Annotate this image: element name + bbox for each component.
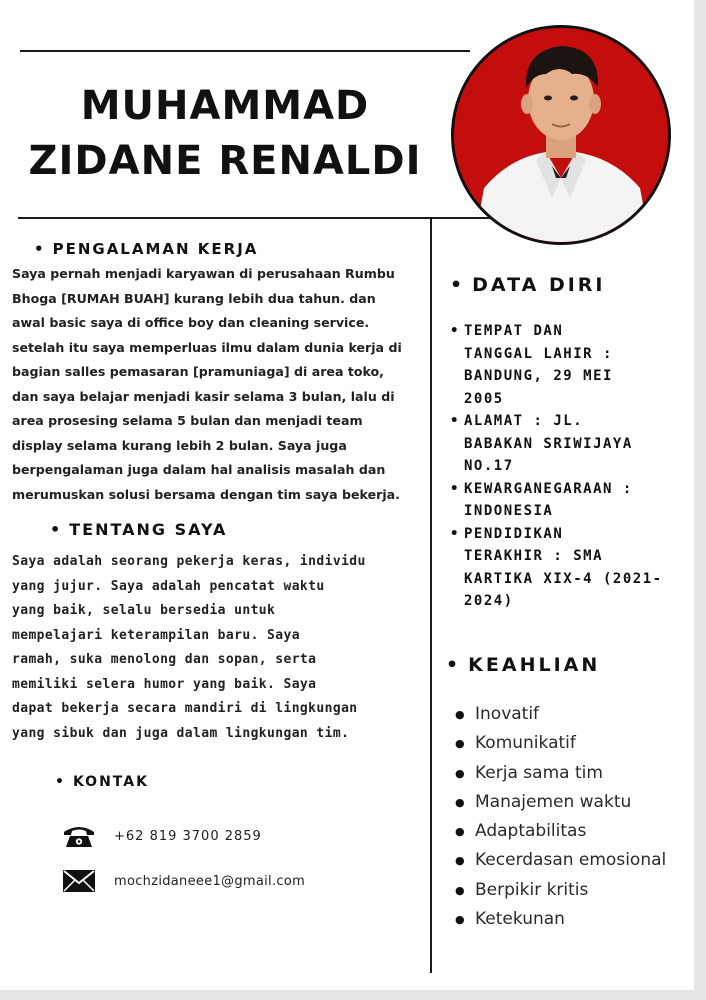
personal-heading: • DATA DIRI bbox=[450, 274, 606, 296]
skill-item: ● Inovatif bbox=[455, 700, 666, 729]
skill-item: ● Ketekunan bbox=[455, 905, 666, 934]
skill-item: ● Berpikir kritis bbox=[455, 876, 666, 905]
about-line: ramah, suka menolong dan sopan, serta bbox=[12, 652, 317, 667]
address-info: • ALAMAT : JL. BABAKAN SRIWIJAYA NO.17 bbox=[450, 410, 690, 478]
about-line: Saya adalah seorang pekerja keras, individu bbox=[12, 554, 366, 569]
birth-info: • TEMPAT DAN TANGGAL LAHIR : BANDUNG, 29 MEI 2005 bbox=[450, 320, 690, 410]
experience-line: berpengalaman juga dalam hal analisis masalah dan bbox=[12, 462, 386, 477]
about-text bbox=[12, 550, 427, 746]
experience-line: Bhoga [RUMAH BUAH] kurang lebih dua tahun. dan bbox=[12, 290, 376, 306]
column-divider bbox=[430, 218, 432, 973]
skill-item: ● Kecerdasan emosional bbox=[455, 846, 666, 875]
skills-heading: • KEAHLIAN bbox=[446, 654, 601, 676]
about-line: mempelajari keterampilan baru. Saya bbox=[12, 627, 300, 643]
contact-phone-row bbox=[62, 823, 262, 849]
citizenship-info: • KEWARGANEGARAAN : INDONESIA bbox=[450, 478, 690, 523]
experience-line: bagian salles pemasaran [pramuniaga] di area toko, bbox=[12, 364, 384, 379]
envelope-icon bbox=[62, 868, 96, 894]
personal-data-list bbox=[450, 320, 690, 613]
contact-email-row bbox=[62, 868, 305, 894]
experience-line: dan saya belajar menjadi kasir selama 3 bulan, lalu di bbox=[12, 388, 395, 404]
experience-line: display selama kurang lebih 2 bulan. Saya juga bbox=[12, 437, 347, 453]
education-info: • PENDIDIKAN TERAKHIR : SMA KARTIKA XIX-4 (2021- 2024) bbox=[450, 523, 690, 613]
about-line: memiliki selera humor yang baik. Saya bbox=[12, 676, 317, 692]
about-line: yang jujur. Saya adalah pencatat waktu bbox=[12, 578, 325, 594]
about-line: yang baik, selalu bersedia untuk bbox=[12, 603, 276, 618]
experience-line: awal basic saya di office boy dan cleaning service. bbox=[12, 315, 370, 330]
name-line-1: MUHAMMAD bbox=[80, 83, 370, 129]
about-line: yang sibuk dan juga dalam lingkungan tim. bbox=[12, 725, 350, 741]
skill-item: ● Adaptabilitas bbox=[455, 817, 666, 846]
about-line: dapat bekerja secara mandiri di lingkungan bbox=[12, 701, 358, 716]
experience-heading: • PENGALAMAN KERJA bbox=[34, 240, 259, 258]
skill-item: ● Komunikatif bbox=[455, 729, 666, 758]
skills-list bbox=[455, 700, 666, 934]
header-divider bbox=[18, 217, 492, 219]
name-line-2: ZIDANE RENALDI bbox=[28, 138, 422, 184]
phone-number[interactable]: +62 819 3700 2859 bbox=[114, 828, 262, 844]
skill-item: ● Manajemen waktu bbox=[455, 788, 666, 817]
experience-line: setelah itu saya memperluas ilmu dalam dunia kerja di bbox=[12, 339, 402, 355]
phone-icon bbox=[62, 823, 96, 849]
top-rule bbox=[20, 50, 470, 52]
email-address[interactable]: mochzidaneee1@gmail.com bbox=[114, 873, 306, 889]
contact-heading: • KONTAK bbox=[55, 774, 149, 790]
about-heading: • TENTANG SAYA bbox=[50, 520, 228, 539]
portrait-illustration bbox=[454, 28, 668, 242]
profile-photo bbox=[451, 25, 671, 245]
experience-line: area prosesing selama 5 bulan dan menjadi team bbox=[12, 413, 363, 428]
skill-item: ● Kerja sama tim bbox=[455, 759, 666, 788]
experience-text bbox=[12, 262, 427, 507]
experience-line: merumuskan solusi bersama dengan tim saya bekerja. bbox=[12, 486, 400, 502]
experience-line: Saya pernah menjadi karyawan di perusahaan Rumbu bbox=[12, 266, 395, 281]
